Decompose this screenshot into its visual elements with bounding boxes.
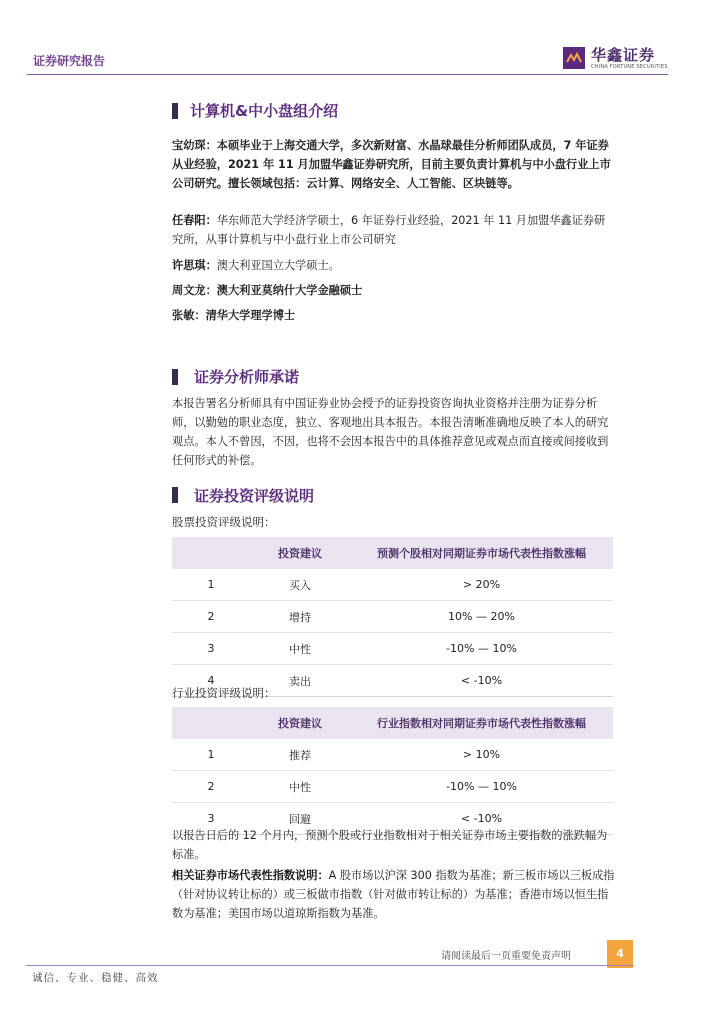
rating-period-note: 以报告日后的 12 个月内，预测个股或行业指数相对于相关证券市场主要指数的涨跌幅为标准。	[172, 829, 608, 861]
table-header-cell: 预测个股相对同期证券市场代表性指数涨幅	[350, 537, 613, 569]
logo-subtitle: CHINA FORTUNE SECURITIES	[591, 64, 668, 70]
member-bio	[172, 306, 616, 325]
table-cell: 中性	[250, 633, 350, 665]
disclaimer-note: 请阅读最后一页重要免责声明	[441, 951, 571, 962]
table-cell: 2	[172, 601, 250, 633]
member-bio	[172, 136, 616, 193]
member-desc: 华东师范大学经济学硕士，6 年证券行业经验，2021 年 11 月加盟华鑫证券研究所，从事计算机与中小盘行业上市公司研究	[172, 214, 606, 246]
stock-rating-label: 股票投资评级说明：	[172, 515, 276, 529]
table-cell: -10% — 10%	[350, 771, 613, 803]
table-cell: > 20%	[350, 569, 613, 601]
page-header	[0, 0, 724, 76]
table-cell: 增持	[250, 601, 350, 633]
industry-rating-table	[172, 707, 613, 835]
table-cell: > 10%	[350, 739, 613, 771]
member-name: 许思琪：	[172, 259, 217, 272]
benchmark-title: 相关证券市场代表性指数说明：	[172, 869, 329, 882]
benchmark-text: A 股市场以沪深 300 指数为基准；新三板市场以三板成指（针对协议转让标的）或三板做市指数（针对做市转让标的）为基准；香港市场以恒生指数为基准；美国市场以道琼斯指数为基准。	[172, 869, 615, 920]
member-name: 周文龙：	[172, 284, 217, 297]
table-cell: 卖出	[250, 665, 350, 697]
table-cell: 买入	[250, 569, 350, 601]
benchmark-note	[172, 866, 616, 923]
table-row	[172, 771, 613, 803]
header-divider	[27, 74, 668, 75]
table-cell: 回避	[250, 803, 350, 835]
team-section-title: 计算机&中小盘组介绍	[190, 102, 339, 120]
table-header-row	[172, 707, 613, 739]
table-row	[172, 633, 613, 665]
section-marker	[172, 487, 178, 503]
member-bio	[172, 281, 616, 300]
member-name: 张敏：	[172, 309, 206, 322]
section-marker	[172, 369, 178, 385]
report-type-label: 证券研究报告	[33, 54, 106, 68]
table-header-cell	[172, 707, 250, 739]
industry-rating-label: 行业投资评级说明：	[172, 686, 276, 700]
table-cell: 中性	[250, 771, 350, 803]
table-row	[172, 739, 613, 771]
member-desc: 清华大学理学博士	[205, 309, 296, 322]
member-bio	[172, 211, 616, 249]
table-cell: 3	[172, 803, 250, 835]
table-cell: 10% — 20%	[350, 601, 613, 633]
table-cell: 4	[172, 665, 250, 697]
table-row	[172, 569, 613, 601]
ratings-section-title: 证券投资评级说明	[194, 487, 315, 505]
table-header-row	[172, 537, 613, 569]
member-name: 任春阳：	[172, 214, 217, 227]
member-desc: 澳大利亚国立大学硕士。	[216, 259, 340, 272]
member-desc: 本硕毕业于上海交通大学，多次新财富、水晶球最佳分析师团队成员，7 年证券从业经验，2021 年 11 月加盟华鑫证券研究所，目前主要负责计算机与中小盘行业上市公司研究。擅长领域包括：云计算、网络安全、人工智能、区块链等。	[172, 139, 611, 190]
stock-rating-table	[172, 537, 613, 697]
member-desc: 澳大利亚莫纳什大学金融硕士	[216, 284, 363, 297]
table-cell: 推荐	[250, 739, 350, 771]
table-header-cell: 行业指数相对同期证券市场代表性指数涨幅	[350, 707, 613, 739]
footer-motto: 诚信、专业、稳健、高效	[32, 972, 159, 984]
table-cell: < -10%	[350, 665, 613, 697]
page-number: 4	[607, 940, 633, 968]
company-logo	[563, 45, 683, 73]
commitment-section-title: 证券分析师承诺	[194, 368, 300, 386]
table-header-cell	[172, 537, 250, 569]
table-cell: 1	[172, 569, 250, 601]
logo-icon	[563, 47, 585, 69]
table-cell: 1	[172, 739, 250, 771]
table-cell: 3	[172, 633, 250, 665]
member-bio	[172, 256, 616, 275]
table-header-cell: 投资建议	[250, 537, 350, 569]
table-header-cell: 投资建议	[250, 707, 350, 739]
table-row	[172, 601, 613, 633]
table-cell: -10% — 10%	[350, 633, 613, 665]
table-cell: < -10%	[350, 803, 613, 835]
table-cell: 2	[172, 771, 250, 803]
logo-name: 华鑫证券	[591, 46, 656, 64]
footer-divider	[26, 965, 634, 966]
member-name: 宝幼琛：	[172, 139, 217, 152]
commitment-text: 本报告署名分析师具有中国证券业协会授予的证券投资咨询执业资格并注册为证券分析师，以勤勉的职业态度，独立、客观地出具本报告。本报告清晰准确地反映了本人的研究观点。本人不曾因，不因，也将不会因本报告中的具体推荐意见或观点而直接或间接收到任何形式的补偿。	[172, 397, 609, 467]
section-marker	[172, 103, 178, 119]
